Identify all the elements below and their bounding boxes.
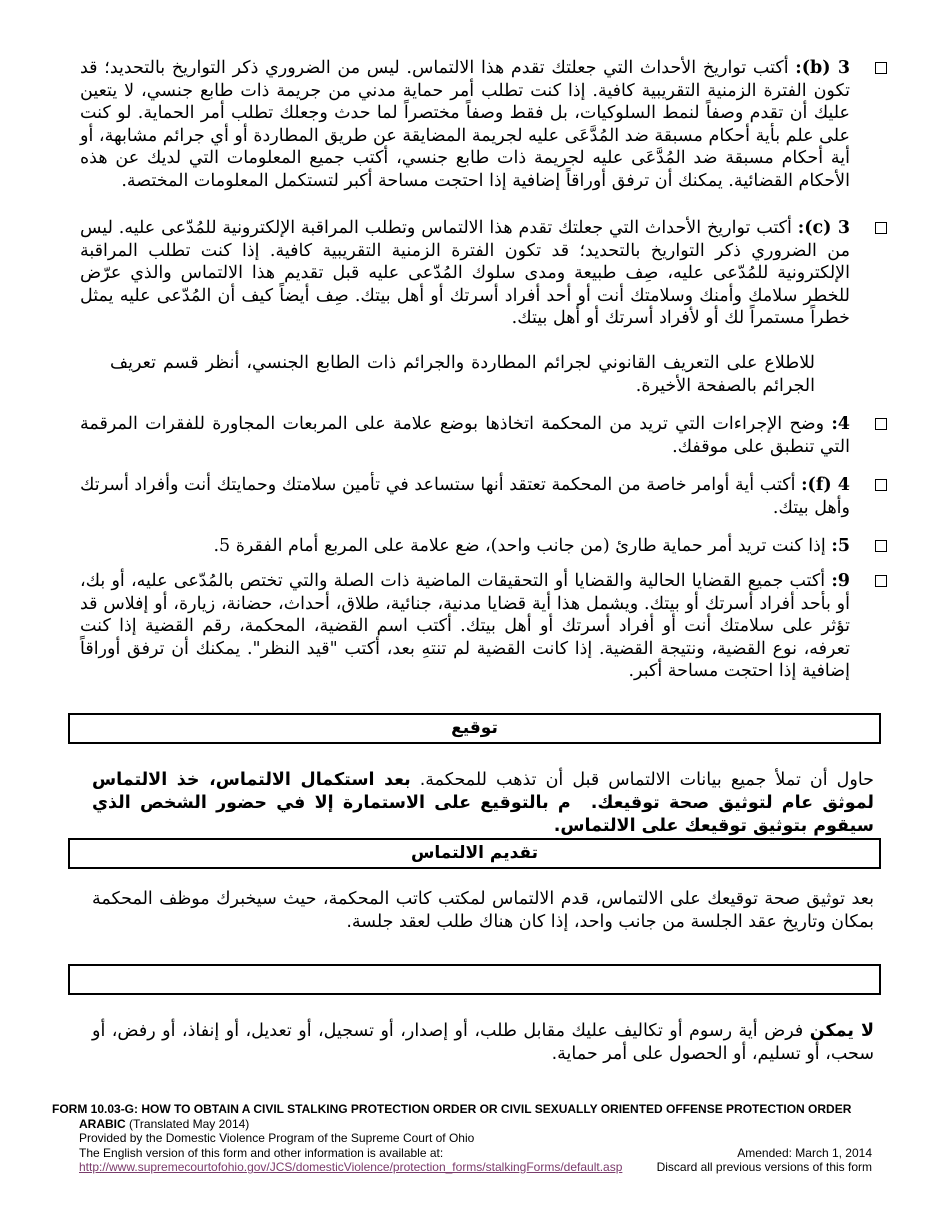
instruction-item-3c (80, 217, 850, 330)
form-title: FORM 10.03-G: HOW TO OBTAIN A CIVIL STALKING PROTECTION ORDER OR CIVIL SEXUALLY ORIENTED OFFENSE PROTECTION ORDER (52, 1102, 852, 1116)
item-number: 4: (831, 414, 850, 434)
checkbox-5[interactable] (875, 540, 887, 552)
item-text: أكتب تواريخ الأحداث التي جعلتك تقدم هذا الالتماس وتطلب المراقبة الإلكترونية للمُدّعى عليه. ليس من الضروري ذكر التواريخ بالتحديد؛ قد تكون الفترة الزمنية التقريبية كافية. إذا كنت تطلب المراقبة الإلكترونية للمُدّعى عليه، صِف طبيعة ومدى سلوك المُدّعى عليه قبل تقديم هذا الالتماس والذي عرّض للخطر سلامك وأمنك وسلامتك أنت أو أحد أفراد أسرتك أو أهل بيتك. صِف أيضاً كيف أن المُدّعى عليه يمثل خطراً مستمراً لك أو لأفراد أسرتك أو أهل بيتك. (80, 218, 850, 328)
item-text: إذا كنت تريد أمر حماية طارئ (من جانب واحد)، ضع علامة على المربع أمام الفقرة 5. (213, 536, 826, 556)
signature-instructions: حاول أن تملأ جميع بيانات الالتماس قبل أن تذهب للمحكمة. بعد استكمال الالتماس، خذ الالتماس لموثق عام لتوثيق صحة توقيعك.م بالتوقيع على الاستمارة إلا في حضور الشخص الذي سيقوم بتوثيق توقيعك على الالتماس. (92, 770, 874, 836)
item-number: 3 (c): (797, 218, 850, 238)
filing-instructions: بعد توثيق صحة توقيعك على الالتماس، قدم الالتماس لمكتب كاتب المحكمة، حيث سيخبرك موظف المحكمة بمكان وتاريخ عقد الجلسة من جانب واحد، إذا كان هناك طلب لعقد جلسة. (92, 889, 874, 932)
checkbox-9[interactable] (875, 575, 887, 587)
filing-heading: تقديم الالتماس (68, 838, 881, 869)
discard-note: Discard all previous versions of this form (656, 1160, 872, 1174)
definition-note: للاطلاع على التعريف القانوني لجرائم المطاردة والجرائم ذات الطابع الجنسي، أنظر قسم تعريف الجرائم بالصفحة الأخيرة. (110, 353, 815, 396)
checkbox-4f[interactable] (875, 479, 887, 491)
item-text: وضح الإجراءات التي تريد من المحكمة اتخاذها بوضع علامة على المربعات المجاورة للفقرات المرقمة التي تنطبق على موقفك. (80, 414, 850, 457)
checkbox-3c[interactable] (875, 222, 887, 234)
signature-heading: توقيع (68, 713, 881, 744)
instruction-item-3b (80, 57, 850, 192)
forms-link[interactable]: http://www.supremecourtofohio.gov/JCS/domesticViolence/protection_forms/stalkingForms/default.asp (79, 1160, 623, 1174)
item-number: 3 (b): (795, 58, 850, 78)
item-text: أكتب تواريخ الأحداث التي جعلتك تقدم هذا الالتماس. ليس من الضروري ذكر التواريخ بالتحديد؛ قد تكون الفترة الزمنية التقريبية كافية. إذا كنت تطلب أمر حماية مدني من جريمة ذات طابع جنسي، لا يتعين عليك أن تقدم وصفاً لنمط السلوكيات، بل فقط وصفاً مختصراً لما حدث وجعلك تطلب أمر الحماية. لو كنت على علم بأية أحكام مسبقة ضد المُدَّعَى عليه لجريمة المضايقة عن طريق المطاردة أو أي جرائم مشابهة، أو أية أحكام مسبقة ضد المُدَّعَى عليه لجريمة ذات طابع جنسي، أكتب جميع المعلومات التي لديك عن هذه الأحكام القضائية. يمكنك أن ترفق أوراقاً إضافية إذا احتجت مساحة أكبر لتستكمل المعلومات المختصة. (80, 58, 850, 191)
form-footer (52, 1102, 892, 1175)
item-number: 4 (f): (801, 475, 850, 495)
instruction-item-5 (80, 535, 850, 558)
instruction-item-4 (80, 413, 850, 458)
instruction-item-4f (80, 474, 850, 519)
provided-by: Provided by the Domestic Violence Program of the Supreme Court of Ohio (79, 1131, 475, 1145)
amended-date: Amended: March 1, 2014 (737, 1145, 872, 1160)
english-version-note: The English version of this form and other information is available at: (79, 1145, 444, 1160)
fees-heading (68, 964, 881, 995)
instruction-item-9 (80, 570, 850, 683)
item-number: 9: (831, 571, 850, 591)
checkbox-3b[interactable] (875, 62, 887, 74)
fees-instructions: لا يمكن فرض أية رسوم أو تكاليف عليك مقابل طلب، أو إصدار، أو تسجيل، أو تعديل، أو إنفاذ، أو رفض، أو سحب، أو تسليم، أو الحصول على أمر حماية. (92, 1021, 874, 1064)
item-text: أكتب أية أوامر خاصة من المحكمة تعتقد أنها ستساعد في تأمين سلامتك وحمايتك أنت وأفراد أسرتك وأهل بيتك. (80, 475, 850, 518)
translated-date: (Translated May 2014) (129, 1116, 250, 1131)
item-number: 5: (831, 536, 850, 556)
item-text: أكتب جميع القضايا الحالية والقضايا أو التحقيقات الماضية ذات الصلة والتي تختص بالمُدّعى عليه، أو بك، أو بأحد أفراد أسرتك أو بيتك. ويشمل هذا أية قضايا مدنية، جنائية، طلاق، أحداث، حضانة، زيارة، أو إفلاس قد تؤثر على سلامتك أنت أو أفراد أسرتك أو أهل بيتك. أكتب اسم القضية، المحكمة، رقم القضية إذا كنت تعرفه، نوع القضية، ونتيجة القضية. إذا كانت القضية لم تنتهِ بعد، أكتب "قيد النظر". يمكنك أن ترفق أوراقاً إضافية إذا احتجت مساحة أكبر. (80, 571, 850, 681)
checkbox-4[interactable] (875, 418, 887, 430)
form-language: ARABIC (79, 1116, 126, 1131)
